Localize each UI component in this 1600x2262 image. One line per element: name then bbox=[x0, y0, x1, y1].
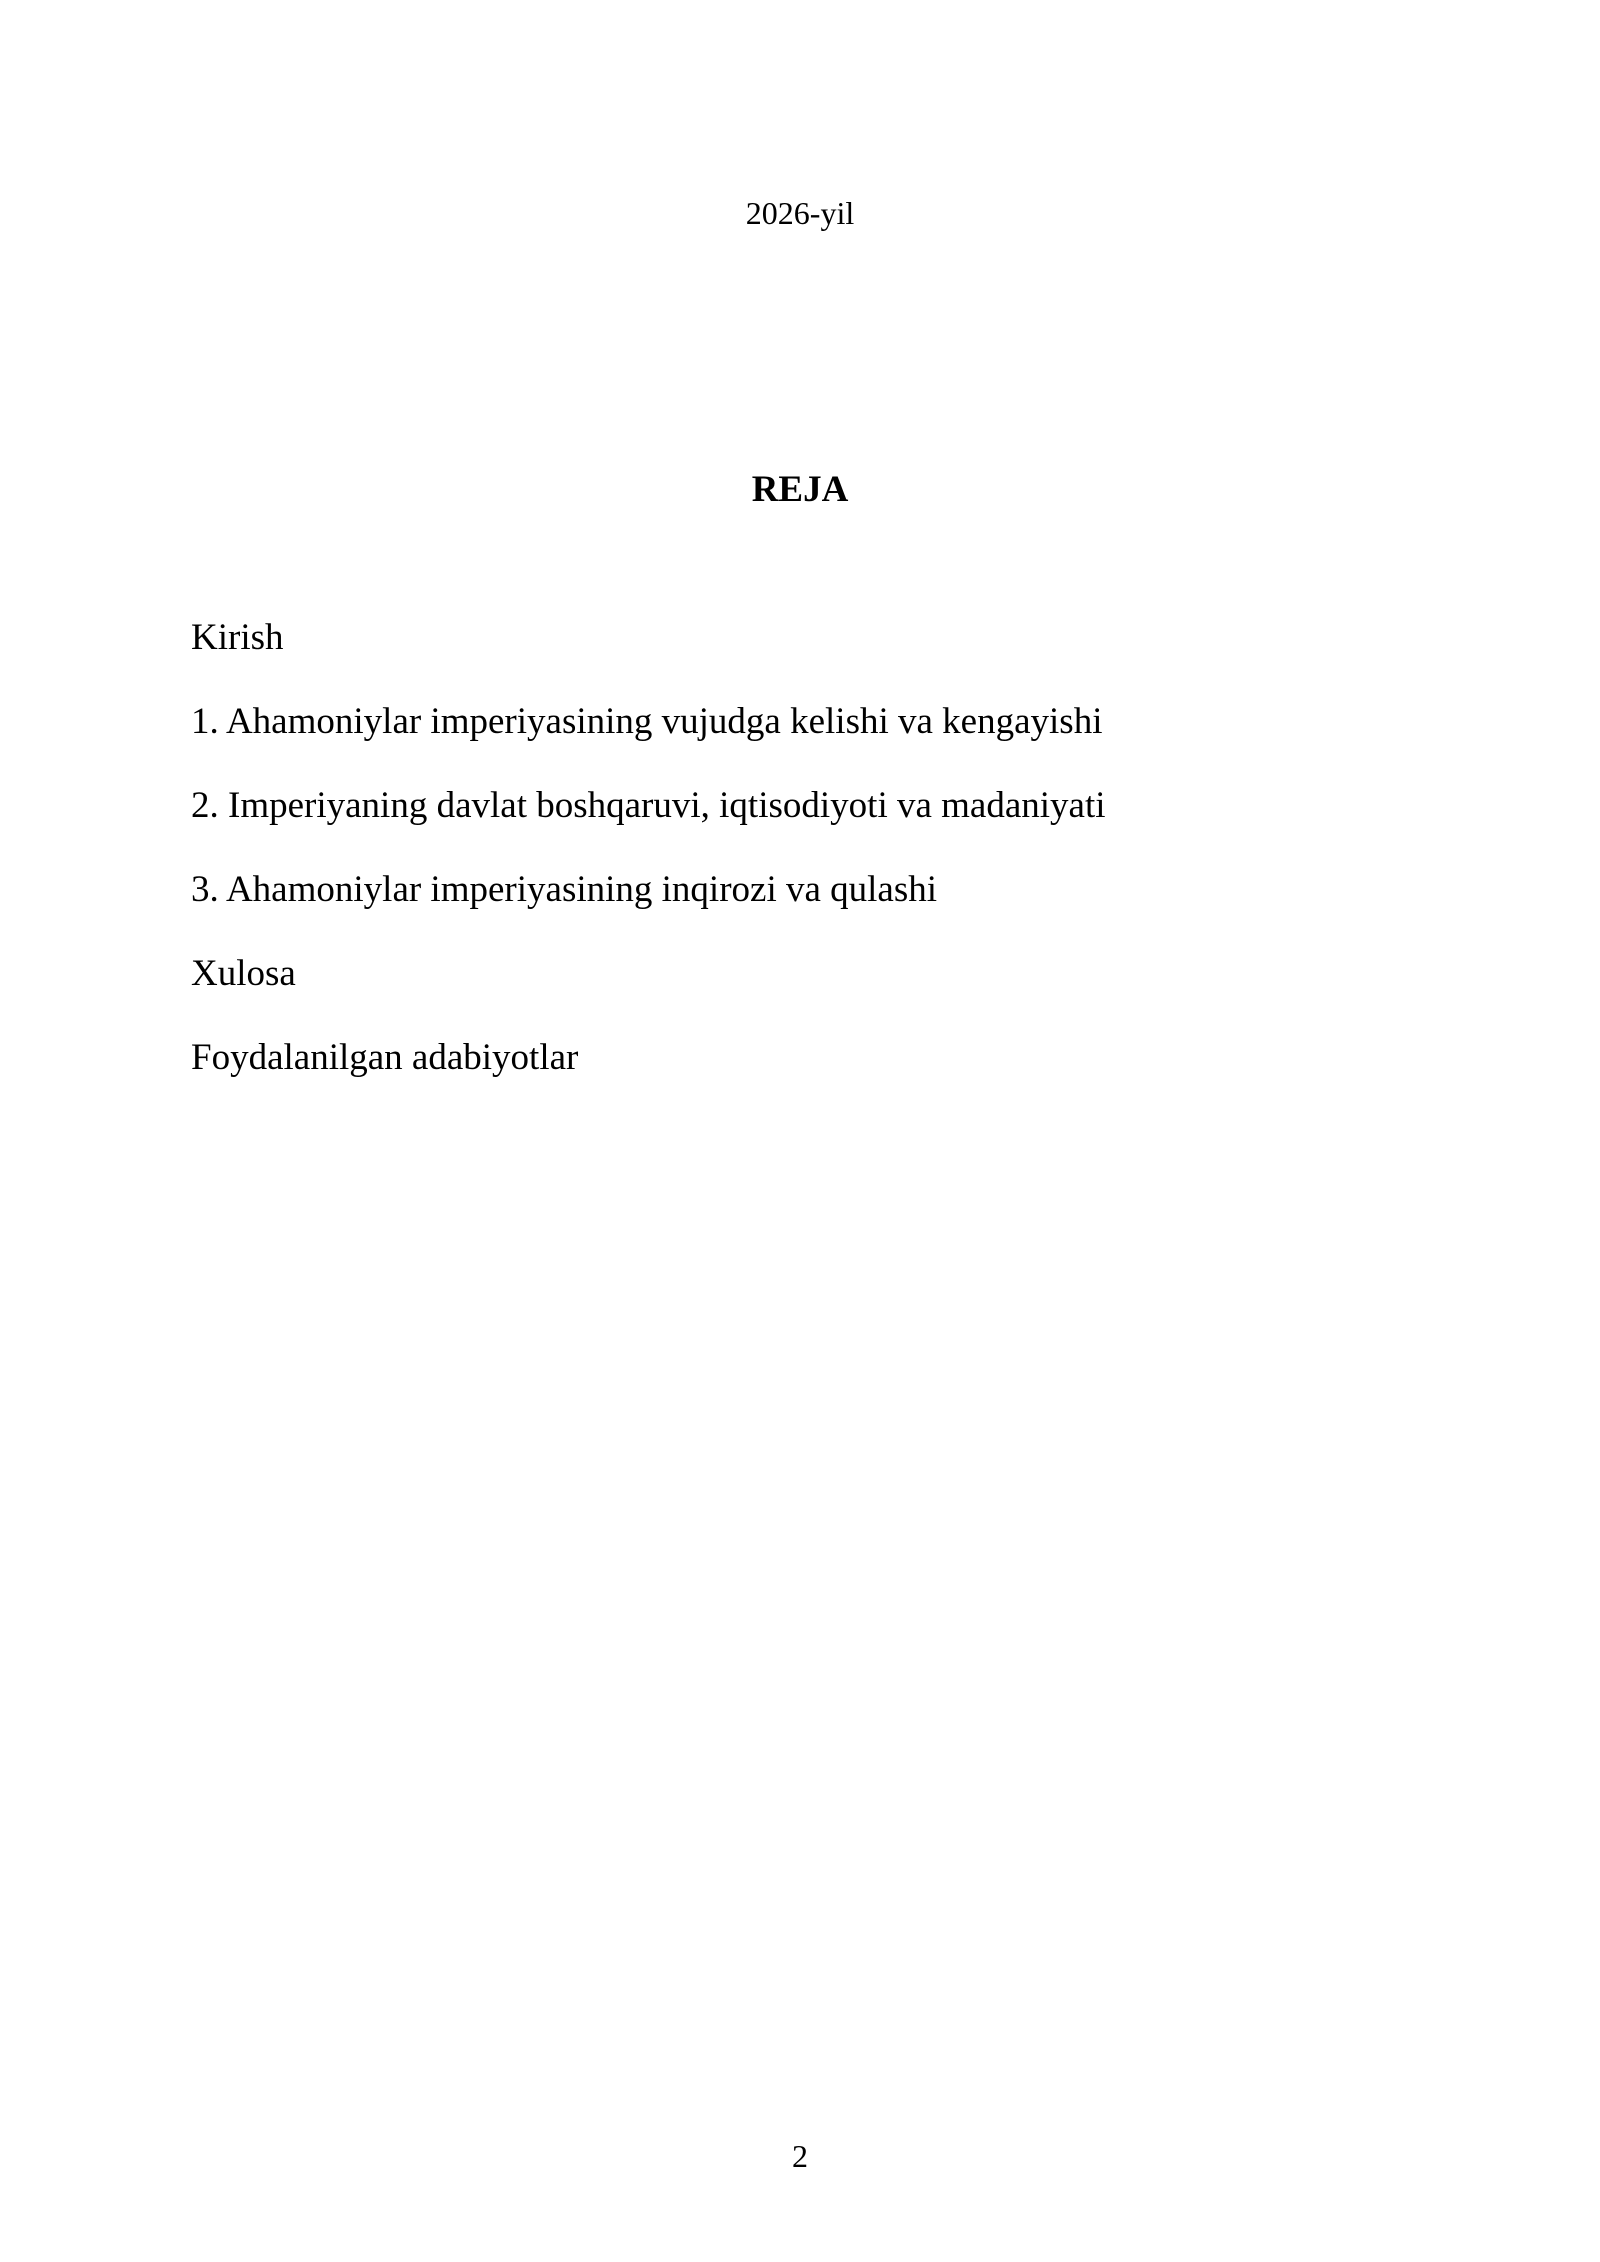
plan-item-3: 3. Ahamoniylar imperiyasining inqirozi va qulashi bbox=[191, 869, 938, 910]
plan-list bbox=[191, 616, 1106, 1120]
plan-item-conclusion: Xulosa bbox=[191, 953, 296, 994]
plan-item-introduction: Kirish bbox=[191, 617, 284, 658]
plan-item-1: 1. Ahamoniylar imperiyasining vujudga kelishi va kengayishi bbox=[191, 701, 1103, 742]
page-number: 2 bbox=[792, 2138, 808, 2174]
plan-heading: REJA bbox=[751, 469, 849, 510]
year-line: 2026-yil bbox=[745, 195, 855, 231]
plan-item-2: 2. Imperiyaning davlat boshqaruvi, iqtisodiyoti va madaniyati bbox=[191, 785, 1106, 826]
plan-item-references: Foydalanilgan adabiyotlar bbox=[191, 1037, 579, 1078]
